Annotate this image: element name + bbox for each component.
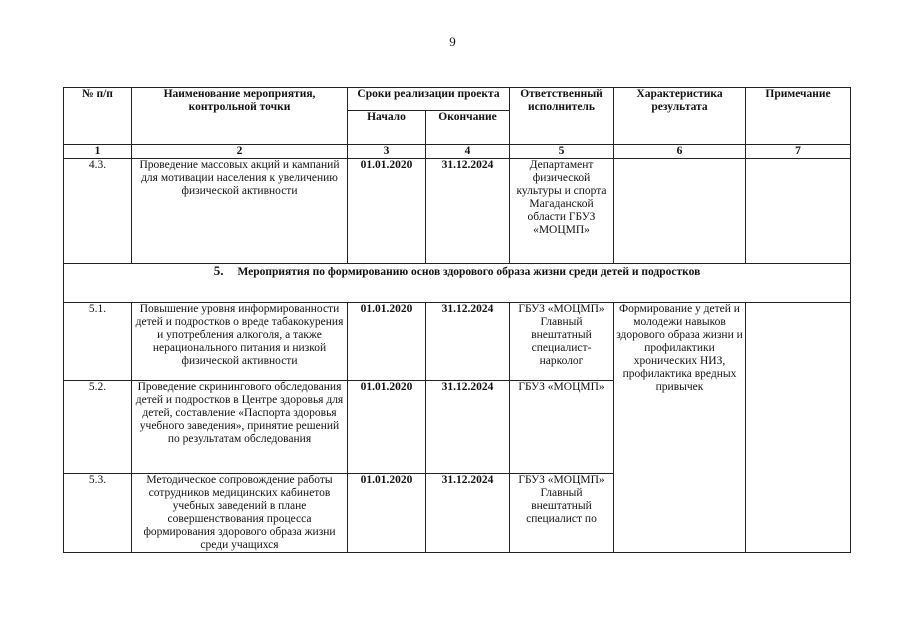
section-header-row — [64, 264, 851, 303]
column-number: 2 — [132, 145, 348, 159]
row-end-date: 31.12.2024 — [426, 474, 510, 553]
row-name: Проведение массовых акций и кампаний для мотивации населения к увеличению физической активности — [132, 159, 348, 264]
table-row — [64, 303, 851, 381]
row-number: 5.3. — [64, 474, 132, 553]
header-responsible: Ответственный исполнитель — [510, 88, 614, 145]
section-result: Формирование у детей и молодежи навыков здорового образа жизни и профилактики хронических НИЗ, профилактика вредных привычек — [614, 303, 746, 553]
column-number: 5 — [510, 145, 614, 159]
section-title-cell — [64, 264, 851, 303]
section-title: Мероприятия по формированию основ здорового образа жизни среди детей и подростков — [237, 266, 701, 278]
header-terms: Сроки реализации проекта — [348, 88, 510, 111]
page-number: 9 — [449, 34, 456, 49]
column-number-row — [64, 145, 851, 159]
section-number: 5. — [213, 263, 224, 278]
row-responsible: ГБУЗ «МОЦМП» Главный внештатный специалист-нарколог — [510, 303, 614, 381]
header-row-1 — [64, 88, 851, 111]
row-start-date: 01.01.2020 — [348, 381, 426, 474]
row-responsible: ГБУЗ «МОЦМП» Главный внештатный специалист по — [510, 474, 614, 553]
row-end-date: 31.12.2024 — [426, 381, 510, 474]
header-num: № п/п — [64, 88, 132, 145]
header-end: Окончание — [426, 111, 510, 145]
column-number: 3 — [348, 145, 426, 159]
row-end-date: 31.12.2024 — [426, 159, 510, 264]
section-note — [746, 303, 851, 553]
row-number: 4.3. — [64, 159, 132, 264]
row-number: 5.1. — [64, 303, 132, 381]
column-number: 6 — [614, 145, 746, 159]
header-name: Наименование мероприятия, контрольной точки — [132, 88, 348, 145]
row-name: Повышение уровня информированности детей и подростков о вреде табакокурения и употребления алкоголя, а также нерационального питания и низкой физической активности — [132, 303, 348, 381]
row-number: 5.2. — [64, 381, 132, 474]
row-start-date: 01.01.2020 — [348, 474, 426, 553]
row-start-date: 01.01.2020 — [348, 303, 426, 381]
column-number: 4 — [426, 145, 510, 159]
row-responsible: ГБУЗ «МОЦМП» — [510, 381, 614, 474]
row-start-date: 01.01.2020 — [348, 159, 426, 264]
row-end-date: 31.12.2024 — [426, 303, 510, 381]
row-responsible: Департамент физической культуры и спорта Магаданской области ГБУЗ «МОЦМП» — [510, 159, 614, 264]
row-result — [614, 159, 746, 264]
column-number: 1 — [64, 145, 132, 159]
row-note — [746, 159, 851, 264]
header-result: Характеристика результата — [614, 88, 746, 145]
row-name: Проведение скринингового обследования детей и подростков в Центре здоровья для детей, составление «Паспорта здоровья учебного заведения», принятие решений по результатам обследования — [132, 381, 348, 474]
column-number: 7 — [746, 145, 851, 159]
header-note: Примечание — [746, 88, 851, 145]
action-plan-table — [63, 87, 851, 553]
row-name: Методическое сопровождение работы сотрудников медицинских кабинетов учебных заведений в плане совершенствования процесса формирования здорового образа жизни среди учащихся — [132, 474, 348, 553]
header-start: Начало — [348, 111, 426, 145]
table-row — [64, 159, 851, 264]
